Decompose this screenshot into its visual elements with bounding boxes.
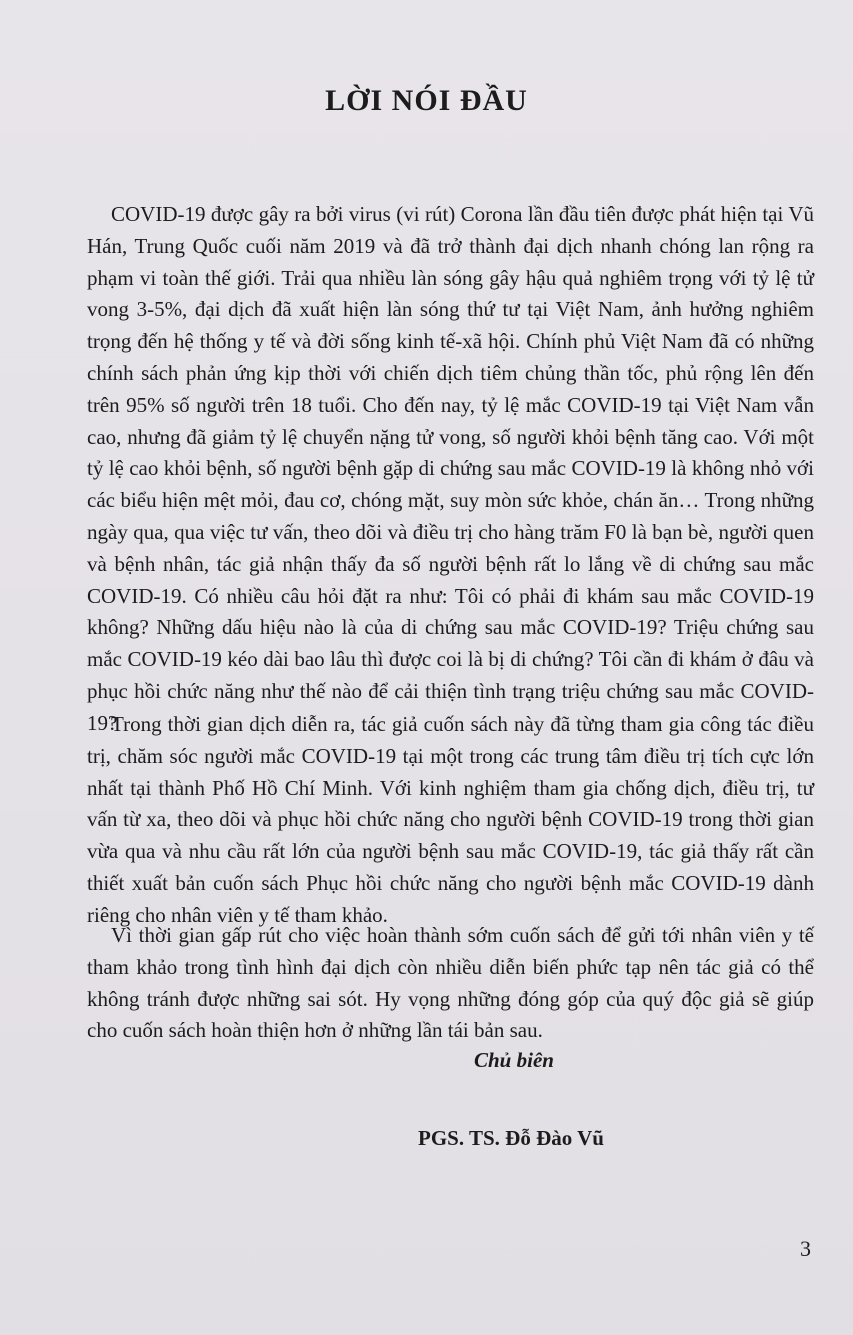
- paragraph-1: COVID-19 được gây ra bởi virus (vi rút) Corona lần đầu tiên được phát hiện tại Vũ Hán, Trung Quốc cuối năm 2019 và đã trở thành đại dịch nhanh chóng lan rộng ra phạm vi toàn thế giới. Trải qua nhiều làn sóng gây hậu quả nghiêm trọng với tỷ lệ tử vong 3-5%, đại dịch đã xuất hiện làn sóng thứ tư tại Việt Nam, ảnh hưởng nghiêm trọng đến hệ thống y tế và đời sống kinh tế-xã hội. Chính phủ Việt Nam đã có những chính sách phản ứng kịp thời với chiến dịch tiêm chủng thần tốc, phủ rộng lên đến trên 95% số người trên 18 tuổi. Cho đến nay, tỷ lệ mắc COVID-19 tại Việt Nam vẫn cao, nhưng đã giảm tỷ lệ chuyển nặng tử vong, số người khỏi bệnh tăng cao. Với một tỷ lệ cao khỏi bệnh, số người bệnh gặp di chứng sau mắc COVID-19 là không nhỏ với các biểu hiện mệt mỏi, đau cơ, chóng mặt, suy mòn sức khỏe, chán ăn… Trong những ngày qua, qua việc tư vấn, theo dõi và điều trị cho hàng trăm F0 là bạn bè, người quen và bệnh nhân, tác giả nhận thấy đa số người bệnh rất lo lắng về di chứng sau mắc COVID-19. Có nhiều câu hỏi đặt ra như: Tôi có phải đi khám sau mắc COVID-19 không? Những dấu hiệu nào là của di chứng sau mắc COVID-19? Triệu chứng sau mắc COVID-19 kéo dài bao lâu thì được coi là bị di chứng? Tôi cần đi khám ở đâu và phục hồi chức năng như thế nào để cải thiện tình trạng triệu chứng sau mắc COVID-19?: [87, 202, 814, 735]
- paragraph-2: Trong thời gian dịch diễn ra, tác giả cuốn sách này đã từng tham gia công tác điều trị, chăm sóc người mắc COVID-19 tại một trong các trung tâm điều trị tích cực lớn nhất tại thành Phố Hồ Chí Minh. Với kinh nghiệm tham gia chống dịch, điều trị, tư vấn từ xa, theo dõi và phục hồi chức năng cho người bệnh COVID-19 trong thời gian vừa qua và nhu cầu rất lớn của người bệnh sau mắc COVID-19, tác giả thấy rất cần thiết xuất bản cuốn sách Phục hồi chức năng cho người bệnh mắc COVID-19 dành riêng cho nhân viên y tế tham khảo.: [87, 712, 814, 927]
- signature-role: Chủ biên: [474, 1048, 554, 1072]
- paragraph-3: Vì thời gian gấp rút cho việc hoàn thành sớm cuốn sách để gửi tới nhân viên y tế tham khảo trong tình hình đại dịch còn nhiều diễn biến phức tạp nên tác giả có thể không tránh được những sai sót. Hy vọng những đóng góp của quý độc giả sẽ giúp cho cuốn sách hoàn thiện hơn ở những lần tái bản sau.: [87, 923, 814, 1043]
- signature-name: PGS. TS. Đỗ Đào Vũ: [418, 1126, 604, 1150]
- page-number: 3: [800, 1236, 811, 1261]
- page-title: LỜI NÓI ĐẦU: [325, 84, 528, 117]
